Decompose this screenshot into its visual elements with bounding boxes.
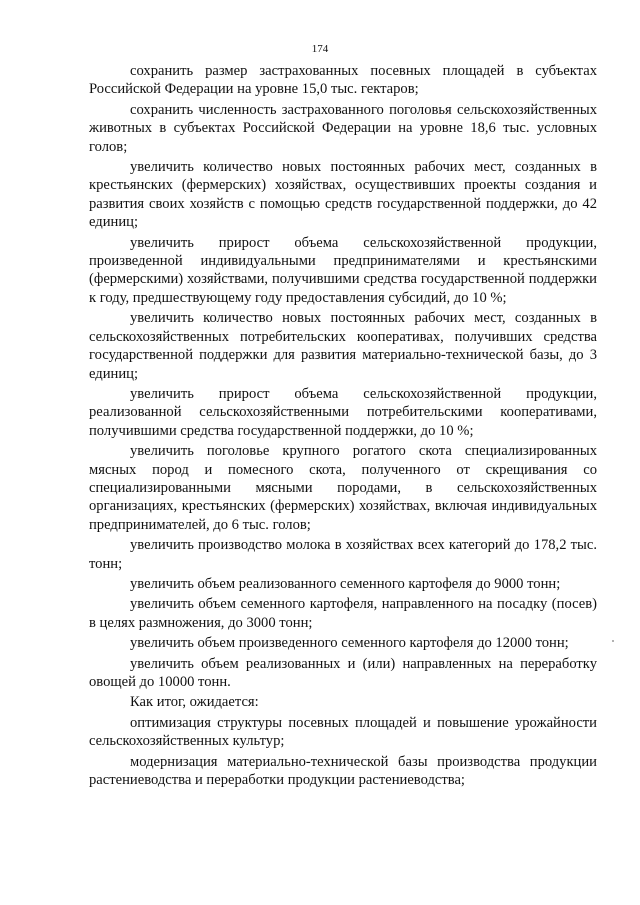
paragraph-crop-optimization: оптимизация структуры посевных площадей и повышение урожайности сельскохозяйственных культур; [89, 714, 597, 750]
paragraph-cooperative-output-growth: увеличить прирост объема сельскохозяйственной продукции, реализованной сельскохозяйственными потребительскими кооперативами, получившими средства государственной поддержки, до 10 %; [89, 385, 597, 439]
paragraph-vegetables: увеличить объем реализованных и (или) направленных на переработку овощей до 10000 тонн. [89, 655, 597, 690]
paragraph-beef-cattle: увеличить поголовье крупного рогатого скота специализированных мясных пород и помесного скота, полученного от скрещивания со специализированными мясными породами, в сельскохозяйственных организациях, крестьянских (фермерских) хозяйствах, включая индивидуальных предпринимателей, до 6 тыс. голов; [89, 443, 597, 533]
document-body [89, 62, 597, 791]
paragraph-modernization: модернизация материально-технической базы производства продукции растениеводства и переработки продукции растениеводства; [89, 753, 597, 789]
paragraph-farm-output-growth: увеличить прирост объема сельскохозяйственной продукции, произведенной индивидуальными предпринимателями и крестьянскими (фермерскими) хозяйствами, получившими средства государственной поддержки к году, предшествующему году предоставления субсидий, до 10 %; [89, 234, 597, 306]
paragraph-insured-livestock: сохранить численность застрахованного поголовья сельскохозяйственных животных в субъектах Российской Федерации на уровне 18,6 тыс. условных голов; [89, 101, 597, 155]
paragraph-expected-outcome-intro: Как итог, ожидается: [130, 694, 259, 711]
page-number: 174 [311, 43, 329, 55]
paragraph-farm-jobs: увеличить количество новых постоянных рабочих мест, созданных в крестьянских (фермерских) хозяйствах, осуществивших проекты создания и развития своих хозяйств с помощью средств государственной поддержки, до 42 единиц; [89, 159, 597, 231]
paragraph-seed-potato-produced: увеличить объем произведенного семенного картофеля до 12000 тонн; [130, 635, 569, 652]
paragraph-milk-production: увеличить производство молока в хозяйствах всех категорий до 178,2 тыс. тонн; [89, 537, 597, 572]
scan-speck [612, 640, 614, 642]
paragraph-insured-crop-area: сохранить размер застрахованных посевных площадей в субъектах Российской Федерации на уровне 15,0 тыс. гектаров; [89, 63, 597, 98]
paragraph-seed-potato-sold: увеличить объем реализованного семенного картофеля до 9000 тонн; [130, 575, 561, 592]
paragraph-seed-potato-planted: увеличить объем семенного картофеля, направленного на посадку (посев) в целях размножения, до 3000 тонн; [89, 596, 597, 631]
paragraph-cooperative-jobs: увеличить количество новых постоянных рабочих мест, созданных в сельскохозяйственных потребительских кооперативах, получивших средства государственной поддержки для развития материально-технической базы, до 3 единиц; [89, 310, 597, 382]
